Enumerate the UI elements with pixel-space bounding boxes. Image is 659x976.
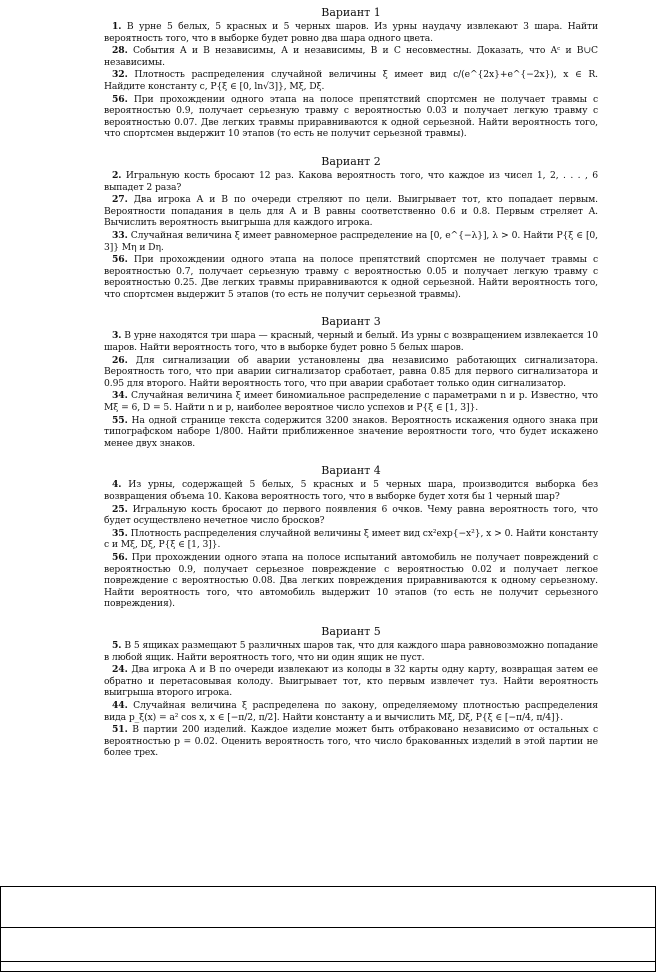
variant-title: Вариант 1	[321, 6, 381, 19]
problem	[104, 390, 598, 413]
problem-number: 5.	[112, 639, 122, 651]
problem	[104, 170, 598, 193]
empty-answer-table	[0, 886, 656, 972]
variant-5	[104, 625, 598, 759]
problem-number: 4.	[112, 479, 122, 491]
table-row	[1, 962, 655, 971]
problem-text: События A и B независимы, A и независимы, B и C несовместны. Доказать, что Aᶜ и B∪C независимы.	[104, 45, 598, 68]
problem-text: Плотность распределения случайной величины ξ имеет вид cx²exp{−x²}, x > 0. Найти константу c и Mξ, Dξ, P{ξ ∈ [1, 3]}.	[104, 527, 598, 551]
problem-text: Два игрока A и B по очереди извлекают из колоды в 32 карты одну карту, возвращая затем ее обратно и перетасовывая колоду. Выигрывает тот, кто первым извлечет туз. Найти вероятность выигрыша второго игрока.	[104, 664, 598, 699]
problem	[104, 45, 598, 68]
problem-text: Плотность распределения случайной величины ξ имеет вид c/(e^{2x}+e^{−2x}), x ∈ R. Найдите константу c, P{ξ ∈ [0, ln√3]}, Mξ, Dξ.	[104, 69, 598, 92]
problem-number: 24.	[112, 664, 128, 676]
problem-number: 44.	[112, 699, 128, 711]
problem	[104, 640, 598, 663]
problem-number: 27.	[112, 194, 128, 206]
problem-number: 56.	[112, 551, 128, 563]
problem-text: При прохождении одного этапа на полосе препятствий спортсмен не получает травмы с вероятностью 0.7, получает серьезную травму с вероятностью 0.05 и получает легкую травму с вероятностью 0.25. Две легких травмы приравниваются к одной серьезной. Найти вероятность того, что спортсмен выдержит 5 этапов (то есть не получит серьезной травмы).	[104, 254, 598, 300]
problem-number: 34.	[112, 390, 128, 402]
problem-text: При прохождении одного этапа на полосе препятствий спортсмен не получает травмы с вероятностью 0.9, получает серьезную травму с вероятностью 0.03 и получает легкую травму с вероятностью 0.07. Две легких травмы приравниваются к одной серьезной. Найти вероятность того, что спортсмен выдержит 10 этапов (то есть не получит серьезной травмы).	[104, 93, 598, 140]
variant-title: Вариант 4	[321, 464, 381, 478]
problem	[104, 552, 598, 610]
problem-text: Игральную кость бросают до первого появления 6 очков. Чему равна вероятность того, что будет осуществлено нечетное число бросков?	[104, 503, 598, 527]
problem-number: 28.	[112, 45, 128, 57]
problem-number: 1.	[112, 21, 122, 32]
table-row	[1, 887, 655, 928]
problem	[104, 528, 598, 551]
problem-text: Случайная величина ξ распределена по закону, определяемому плотностью распределения вида p_ξ(x) = a² cos x, x ∈ [−π/2, π/2]. Найти константу a и вычислить Mξ, Dξ, P{ξ ∈ [−π/4, π/4]}.	[104, 699, 598, 723]
problem-text: В урне находятся три шара — красный, черный и белый. Из урны с возвращением извлекается 10 шаров. Найти вероятность того, что в выборке будет ровно 5 белых шаров.	[104, 330, 598, 354]
variant-2	[104, 155, 598, 301]
problem-text: В урне 5 белых, 5 красных и 5 черных шаров. Из урны наудачу извлекают 3 шара. Найти вероятность того, что в выборке будет ровно два шара одного цвета.	[104, 21, 598, 44]
problem	[104, 724, 598, 759]
problem	[104, 21, 598, 44]
problem	[104, 94, 598, 140]
problem-number: 56.	[112, 93, 128, 105]
problem-text: В 5 ящиках размещают 5 различных шаров так, что для каждого шара равновозможно попадание в любой ящик. Найти вероятность того, что ни один ящик не пуст.	[104, 639, 598, 663]
problem	[104, 664, 598, 699]
problem-text: Случайная величина ξ имеет биномиальное распределение с параметрами n и p. Известно, что Mξ = 6, D = 5. Найти n и p, наиболее вероятное число успехов и P{ξ ∈ [1, 3]}.	[104, 390, 598, 414]
problem	[104, 194, 598, 229]
problem-text: Игральную кость бросают 12 раз. Какова вероятность того, что каждое из чисел 1, 2, . . . , 6 выпадет 2 раза?	[104, 169, 598, 193]
variant-1	[104, 6, 598, 140]
problem-text: Из урны, содержащей 5 белых, 5 красных и 5 черных шара, производится выборка без возвращения объема 10. Какова вероятность того, что в выборке будет хотя бы 1 черный шар?	[104, 479, 598, 502]
problem-text: Два игрока A и B по очереди стреляют по цели. Выигрывает тот, кто попадает первым. Вероятности попадания в цель для A и B равны соответственно 0.6 и 0.8. Первым стреляет A. Вычислить вероятность выигрыша для каждого игрока.	[104, 194, 598, 229]
problem-number: 32.	[112, 69, 128, 81]
problem-number: 3.	[112, 330, 122, 342]
variant-4	[104, 464, 598, 610]
problem-number: 25.	[112, 503, 128, 515]
variants-list	[104, 6, 598, 774]
problem-number: 33.	[112, 229, 128, 241]
problem-number: 2.	[112, 169, 122, 181]
variant-title: Вариант 5	[321, 624, 381, 638]
table-row	[1, 928, 655, 962]
problem	[104, 355, 598, 390]
problem-text: При прохождении одного этапа на полосе испытаний автомобиль не получает повреждений с вероятностью 0.9, получает серьезное повреждение с вероятностью 0.02 и получает легкое повреждение с вероятностью 0.08. Два легких повреждения приравниваются к одному серьезному. Найти вероятность того, что автомобиль выдержит 10 этапов (то есть не получит серьезного повреждения).	[104, 551, 598, 610]
variant-3	[104, 315, 598, 449]
problem	[104, 69, 598, 92]
problem-number: 51.	[112, 724, 128, 736]
problem	[104, 700, 598, 723]
variant-title: Вариант 2	[321, 154, 381, 168]
problem-number: 26.	[112, 354, 128, 366]
problem	[104, 330, 598, 353]
problem-number: 55.	[112, 414, 128, 426]
problem	[104, 504, 598, 527]
problem	[104, 479, 598, 502]
problem	[104, 254, 598, 300]
problem-number: 35.	[112, 527, 128, 539]
problem-text: На одной странице текста содержится 3200 знаков. Вероятность искажения одного знака при типографском наборе 1/800. Найти приближенное значение вероятности того, что будет искажено менее двух знаков.	[104, 414, 599, 449]
problem-text: Случайная величина ξ имеет равномерное распределение на [0, e^{−λ}], λ > 0. Найти P{ξ ∈ [0, 3]} Mη и Dη.	[104, 229, 598, 253]
problem-text: Для сигнализации об аварии установлены два независимо работающих сигнализатора. Вероятность того, что при аварии сигнализатор сработает, равна 0.85 для первого сигнализатора и 0.95 для второго. Найти вероятность того, что при аварии сработает только один сигнализатор.	[104, 354, 598, 389]
problem	[104, 230, 598, 253]
problem-number: 56.	[112, 254, 128, 266]
problem	[104, 415, 598, 450]
problem-text: В партии 200 изделий. Каждое изделие может быть отбраковано независимо от остальных с вероятностью p = 0.02. Оценить вероятность того, что число бракованных изделий в этой партии не более трех.	[104, 724, 598, 759]
variant-title: Вариант 3	[321, 315, 381, 329]
